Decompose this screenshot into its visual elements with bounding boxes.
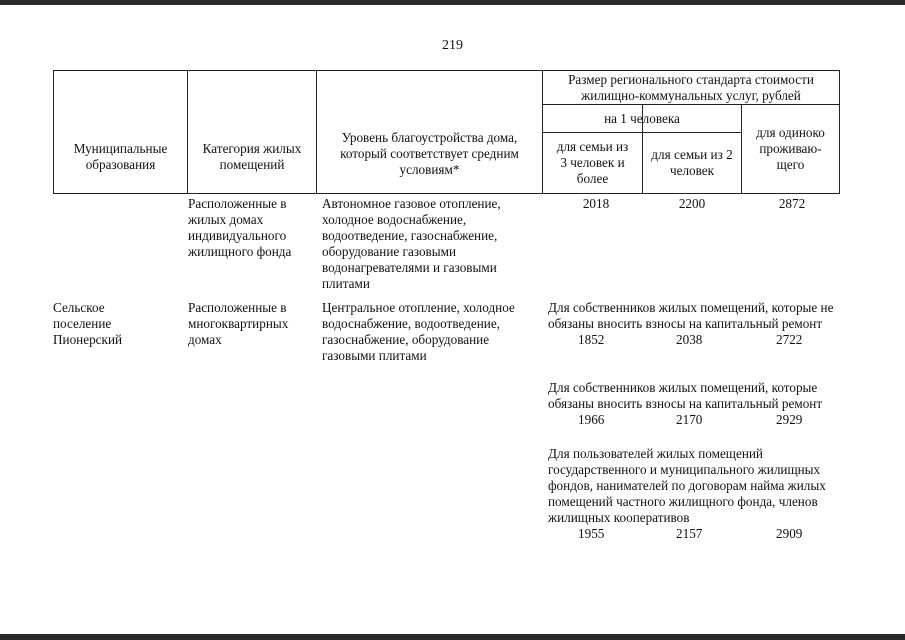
row1-value-single: 2872 xyxy=(778,196,806,211)
row2-category: Расположенные в многоквартирных домах xyxy=(188,300,289,347)
row1-amenities: Автономное газовое отопление, холодное водоснабжение, водоотведение, газоснабжение, оборудование газовыми водонагревателями и газовыми плитами xyxy=(322,196,501,291)
page-number: 219 xyxy=(442,38,463,53)
block-note: Для собственников жилых помещений, которые не обязаны вносить взносы на капитальный ремонт xyxy=(548,300,834,331)
header-standard-size: Размер регионального стандарта стоимости жилищно-коммунальных услуг, рублей xyxy=(568,71,814,103)
tariff-block-owners-paying xyxy=(548,380,838,428)
row1-value-family-3-plus: 2018 xyxy=(582,196,610,211)
tariff-block-tenants xyxy=(548,446,838,542)
header-municipality: Муниципальные образования xyxy=(73,141,168,172)
header-family-3-plus: для семьи из 3 человек и более xyxy=(556,139,629,186)
block-value-family-3-plus: 1852 xyxy=(578,332,605,347)
block-value-family-3-plus: 1955 xyxy=(578,526,605,541)
block-value-single: 2722 xyxy=(776,332,803,347)
block-value-family-2: 2038 xyxy=(676,332,703,347)
scan-bottom-edge xyxy=(0,634,905,640)
row1-value-family-2: 2200 xyxy=(678,196,706,211)
tariff-block-owners-exempt xyxy=(548,300,838,348)
block-value-family-3-plus: 1966 xyxy=(578,412,605,427)
header-family-2: для семьи из 2 человек xyxy=(651,147,733,178)
row1-category: Расположенные в жилых домах индивидуального жилищного фонда xyxy=(188,196,292,259)
scan-top-edge xyxy=(0,0,905,5)
block-value-family-2: 2157 xyxy=(676,526,703,541)
municipality-name: Сельское поселение Пионерский xyxy=(53,300,123,347)
block-value-family-2: 2170 xyxy=(676,412,703,427)
block-note: Для пользователей жилых помещений государственного и муниципального жилищных фондов, нанимателей по договорам найма жилых помещений частного жилищного фонда, членов жилищных кооперативов xyxy=(548,446,826,525)
header-amenities: Уровень благоустройства дома, который соответствует средним условиям* xyxy=(340,130,519,177)
block-value-single: 2929 xyxy=(776,412,803,427)
table-header xyxy=(53,70,840,194)
row2-amenities: Центральное отопление, холодное водоснабжение, водоотведение, газоснабжение, оборудование газовыми плитами xyxy=(322,300,515,363)
header-per-person: на 1 человека xyxy=(604,110,680,126)
block-value-single: 2909 xyxy=(776,526,803,541)
block-note: Для собственников жилых помещений, которые обязаны вносить взносы на капитальный ремонт xyxy=(548,380,823,411)
header-category: Категория жилых помещений xyxy=(202,141,302,172)
header-single-resident: для одиноко проживаю-щего xyxy=(756,125,825,172)
